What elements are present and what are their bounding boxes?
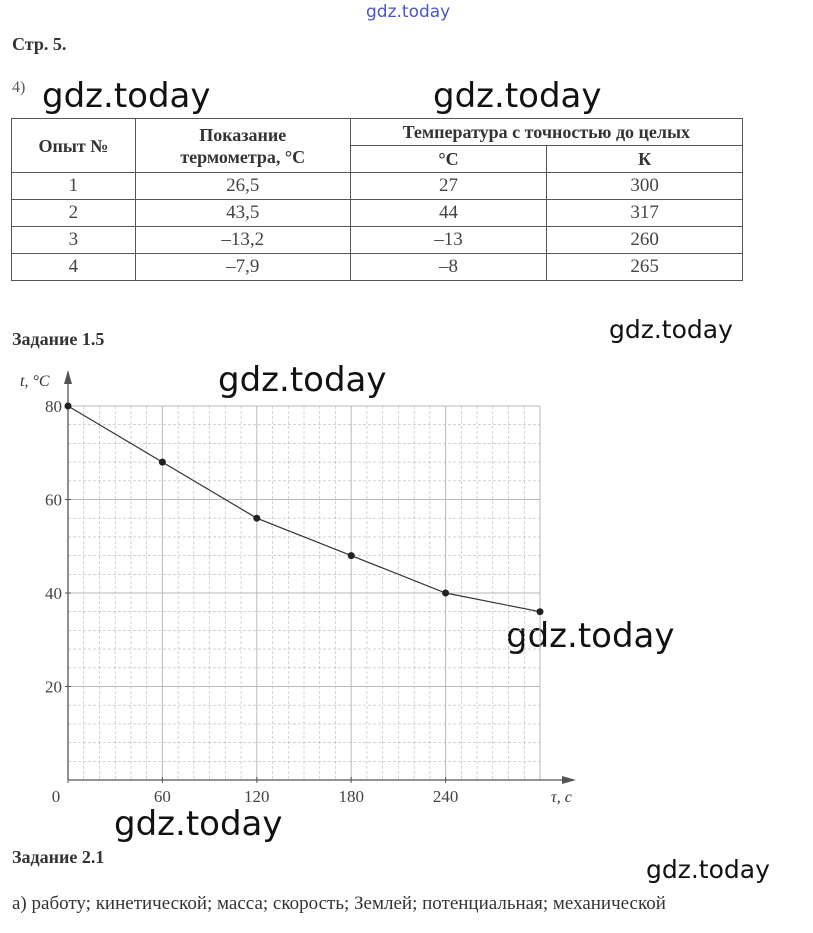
- data-point: [348, 552, 355, 559]
- y-tick-label: 80: [45, 397, 62, 416]
- x-tick-label: 60: [153, 787, 171, 806]
- x-tick-label: 180: [338, 787, 364, 806]
- x-tick-label: 240: [432, 787, 459, 806]
- cell-reading: 43,5: [135, 200, 350, 227]
- data-point: [537, 608, 544, 615]
- x-tick-label: 0: [51, 787, 61, 806]
- cell-celsius: –13: [350, 227, 547, 254]
- y-axis-arrow: [64, 370, 72, 384]
- cell-n: 2: [12, 200, 136, 227]
- y-axis-label: t, °С: [20, 373, 50, 390]
- watermark-chart-right: gdz.today: [506, 616, 675, 656]
- watermark-chart-bottom: gdz.today: [114, 804, 283, 844]
- data-point: [159, 459, 166, 466]
- cell-kelvin: 300: [547, 173, 743, 200]
- data-point: [442, 590, 449, 597]
- y-tick-label: 40: [45, 584, 62, 603]
- cell-n: 3: [12, 227, 136, 254]
- cell-celsius: 44: [350, 200, 547, 227]
- table-row: [12, 254, 743, 281]
- cell-reading: –7,9: [135, 254, 350, 281]
- data-point: [253, 515, 260, 522]
- y-tick-label: 60: [45, 490, 62, 510]
- cell-kelvin: 265: [547, 254, 743, 281]
- cell-n: 4: [12, 254, 136, 281]
- header-kelvin: К: [547, 146, 743, 173]
- cell-kelvin: 317: [547, 200, 743, 227]
- table-row: [12, 227, 743, 254]
- task4-number: 4): [12, 79, 26, 96]
- x-axis-label: τ, с: [551, 789, 572, 806]
- y-tick-label: 20: [45, 677, 62, 697]
- task15-title: Задание 1.5: [12, 329, 105, 349]
- header-experiment: Опыт №: [12, 119, 136, 173]
- watermark-bottom-right: gdz.today: [646, 855, 770, 884]
- header-rounded-group: Температура с точностью до целых: [350, 119, 742, 146]
- table-row: [12, 200, 743, 227]
- watermark-table-left: gdz.today: [42, 76, 211, 116]
- table-row: [12, 173, 743, 200]
- cell-reading: –13,2: [135, 227, 350, 254]
- temperature-table: [11, 118, 743, 281]
- header-celsius: °С: [350, 146, 547, 173]
- cell-celsius: –8: [350, 254, 547, 281]
- task21-title: Задание 2.1: [12, 847, 105, 867]
- cell-celsius: 27: [350, 173, 547, 200]
- chart-ticks: [45, 397, 458, 806]
- cell-n: 1: [12, 173, 136, 200]
- temperature-chart: [0, 360, 620, 810]
- cell-reading: 26,5: [135, 173, 350, 200]
- task21-answer: а) работу; кинетической; масса; скорость; Землей; потенциальная; механической: [12, 893, 666, 914]
- x-tick-label: 120: [244, 787, 270, 806]
- x-axis-arrow: [562, 776, 576, 784]
- data-point: [65, 403, 72, 410]
- watermark-table-right: gdz.today: [433, 76, 602, 116]
- chart-grid: [68, 406, 540, 780]
- cell-kelvin: 260: [547, 227, 743, 254]
- watermark-chart-top: gdz.today: [218, 360, 387, 400]
- header-reading: Показание термометра, °С: [135, 119, 350, 173]
- page-label: Стр. 5.: [12, 34, 67, 54]
- watermark-top: gdz.today: [366, 2, 451, 22]
- watermark-section-right: gdz.today: [609, 315, 733, 344]
